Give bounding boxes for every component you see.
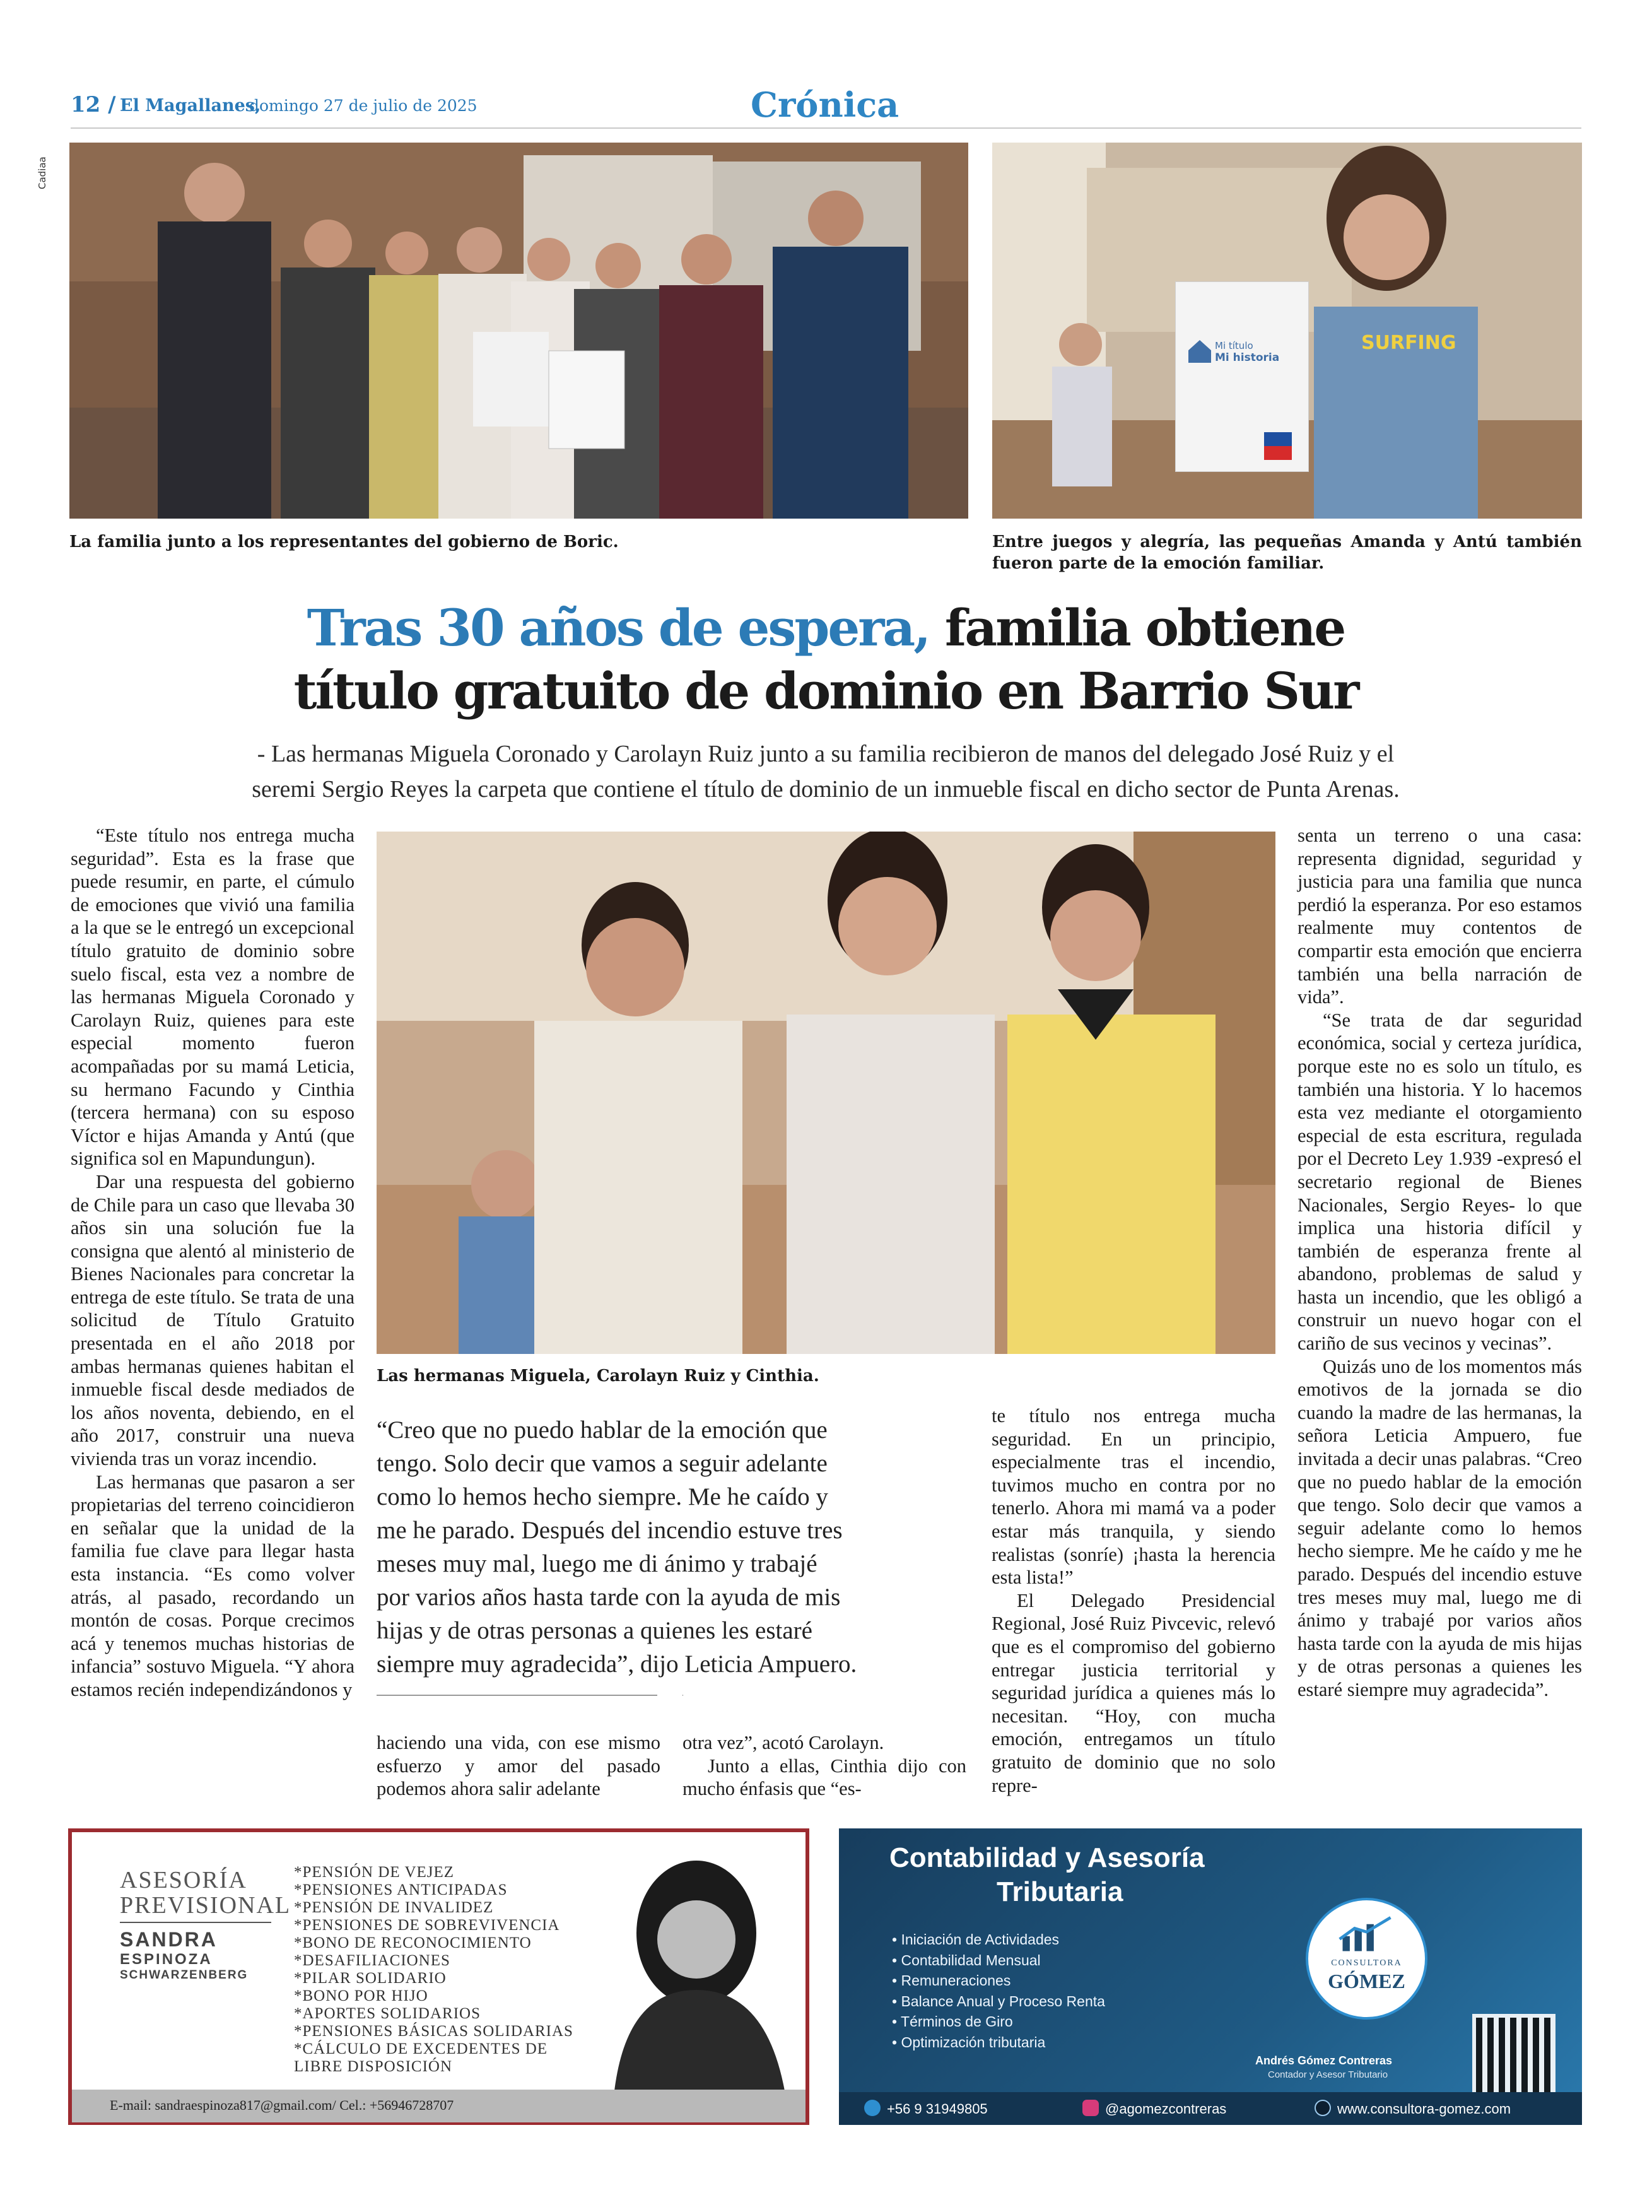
ad-right-services: [892, 1929, 1245, 2052]
ad-left-name-3: SCHWARZENBERG: [120, 1968, 249, 1982]
ad-right-website[interactable]: www.consultora-gomez.com: [1337, 2101, 1511, 2117]
ad-left-service: * BONO POR HIJO: [294, 1987, 609, 2005]
ad-left-divider: [120, 1922, 271, 1923]
ad-left-service: * APORTES SOLIDARIOS: [294, 2005, 609, 2023]
pull-quote-line: me he parado. Después del incendio estuve tres: [377, 1517, 843, 1544]
right-caption-line-1: Entre juegos y alegría, las pequeñas Amanda y Antú también: [992, 532, 1582, 551]
logo-name-text: GÓMEZ: [1328, 1970, 1405, 1992]
ad-left-service: * PENSIÓN DE INVALIDEZ: [294, 1899, 609, 1917]
ad-right-service: • Contabilidad Mensual: [892, 1950, 1245, 1971]
pull-quote-line: hijas y de otras personas a quienes les estaré: [377, 1617, 812, 1644]
children-photo: [992, 143, 1582, 519]
headline: [69, 596, 1582, 722]
section-title: Crónica: [751, 85, 899, 125]
pull-quote-line: “Creo que no puedo hablar de la emoción que: [377, 1416, 828, 1444]
ad-left-services: [294, 1864, 609, 2076]
phone-icon: [864, 2100, 881, 2116]
ad-left-title-2: PREVISIONAL: [120, 1892, 291, 1919]
col1-paragraph-1: “Este título nos entrega mucha seguridad”. Esta es la frase que puede resumir, en parte, el cúmulo de emociones que vivió una familia a la que se le entregó un excepcional título gratuito de dominio sobre suelo fiscal, esta vez a nombre de las hermanas Miguela Coronado y Carolayn Ruiz, quienes para este especial momento fueron acompañadas por su mamá Leticia, su hermano Facundo y Cinthia (tercera hermana) con su esposo Víctor e hijas Amanda y Antú (que significa sol en Mapundungun).: [71, 825, 354, 1170]
subheadline-line-2: seremi Sergio Reyes la carpeta que contiene el título de dominio de un inmueble fiscal en dicho sector de Punta Arenas.: [252, 776, 1400, 803]
consultora-logo: [1306, 1898, 1427, 2020]
center-photo-caption: Las hermanas Miguela, Carolayn Ruiz y Cinthia.: [377, 1367, 819, 1385]
pull-quote-line: como lo hemos hecho siempre. Me he caído y: [377, 1483, 828, 1510]
logo-top-text: CONSULTORA: [1331, 1958, 1402, 1968]
ad-asesoria-previsional[interactable]: [68, 1828, 809, 2125]
family-group-photo: [69, 143, 968, 519]
ad-left-service: * PENSIÓN DE VEJEZ: [294, 1864, 609, 1881]
right-photo-caption: [992, 531, 1582, 574]
subheadline: [69, 736, 1582, 807]
col2-paragraph: haciendo una vida, con ese mismo esfuerzo y amor del pasado podemos ahora salir adelante: [377, 1732, 660, 1800]
qr-code[interactable]: [1476, 2018, 1552, 2093]
col5-paragraph-3: Quizás uno de los momentos más emotivos de la jornada se dio cuando la madre de las hermanas, la señora Leticia Ampuero, fue invitada a decir unas palabras. “Creo que no puedo hablar de la emoción que tengo. Solo decir que vamos a seguir adelante como lo hemos hecho siempre. Me he caído y me he parado. Después del incendio estuve tres meses muy mal, luego me di ánimo y trabajé por varios años hasta tarde con la ayuda de mis hijas y de otras personas a quienes les estaré siempre muy agradecida”.: [1298, 1355, 1582, 1700]
title-folder: [1175, 281, 1309, 472]
col3-paragraph-2: Junto a ellas, Cinthia dijo con mucho énfasis que “es-: [682, 1755, 966, 1800]
ad-right-instagram[interactable]: @agomezcontreras: [1105, 2101, 1227, 2117]
subheadline-line-1: - Las hermanas Miguela Coronado y Carolayn Ruiz junto a su familia recibieron de manos del delegado José Ruiz y el: [257, 741, 1395, 767]
ad-left-name-1: SANDRA: [120, 1928, 218, 1951]
ad-left-title-1: ASESORÍA: [120, 1867, 247, 1893]
article-column-1: [71, 824, 354, 1702]
side-label: Cadiaa: [37, 156, 48, 189]
ad-right-service: • Términos de Giro: [892, 2011, 1245, 2032]
ad-left-service: * CÁLCULO DE EXCEDENTES DE LIBRE DISPOSICIÓN: [294, 2040, 584, 2076]
col5-paragraph-1: senta un terreno o una casa: representa dignidad, seguridad y justicia para una familia que nunca perdió la esperanza. Por eso estamos realmente muy contentos de compartir esta emoción que encierra también una bella narración de vida”.: [1298, 825, 1582, 1008]
col4-paragraph-1: te título nos entrega mucha seguridad. En un principio, especialmente tras el incendio, tuvimos mucho en contra por no tenerlo. Ahora mi mamá va a poder estar más tranquila, y siendo realistas (sonríe) ¡hasta la herencia esta lista!”: [992, 1405, 1275, 1589]
pull-quote-line: por varios años hasta tarde con la ayuda de mis: [377, 1584, 841, 1611]
pull-quote-line: siempre muy agradecida”, dijo Leticia Ampuero.: [377, 1650, 857, 1678]
issue-date: domingo 27 de julio de 2025: [249, 97, 477, 115]
ad-right-service: • Optimización tributaria: [892, 2032, 1245, 2053]
page-header: [71, 85, 1581, 126]
headline-accent: Tras 30 años de espera,: [307, 598, 930, 657]
sisters-photo: [377, 832, 1275, 1354]
header-rule: [71, 127, 1581, 129]
article-column-3: [682, 1731, 966, 1801]
article-column-5: [1298, 824, 1582, 1702]
headline-line-1: [69, 596, 1582, 659]
ad-left-contact[interactable]: E-mail: sandraespinoza817@gmail.com/ Cel.: +56946728707: [110, 2097, 454, 2113]
ad-left-service: * PENSIONES BÁSICAS SOLIDARIAS: [294, 2023, 609, 2040]
ad-right-role: Contador y Asesor Tributario: [1268, 2069, 1388, 2080]
ad-left-service: * DESAFILIACIONES: [294, 1952, 609, 1970]
pull-quote-line: meses muy mal, luego me di ánimo y trabajé: [377, 1550, 817, 1577]
ad-left-service: * PILAR SOLIDARIO: [294, 1970, 609, 1987]
chile-flag-icon: [1264, 432, 1292, 460]
ad-right-service: • Balance Anual y Proceso Renta: [892, 1991, 1245, 2012]
ad-left-contact-bar: [72, 2090, 805, 2122]
col5-paragraph-2: “Se trata de dar seguridad económica, social y certeza jurídica, porque este no es solo un título, es también una historia. Y lo hacemos esta vez mediante el otorgamiento especial de esta escritura, regulada por el Decreto Ley 1.939 -expresó el secretario regional de Bienes Nacionales, Sergio Reyes- lo que implica una historia difícil y también de esperanza frente al abandono, problemas de salud y hasta un incendio, que les obligó a construir un nuevo hogar con el cariño de sus vecinos y vecinas”.: [1298, 1009, 1582, 1355]
left-photo-caption: La familia junto a los representantes del gobierno de Boric.: [69, 532, 619, 551]
globe-icon: [1315, 2100, 1331, 2116]
col4-paragraph-2: El Delegado Presidencial Regional, José Ruiz Pivcevic, relevó que es el compromiso del gobierno entregar justicia territorial y seguridad jurídica a quienes más lo necesitan. “Hoy, con mucha emoción, entregamos un título gratuito de dominio que no solo repre-: [992, 1589, 1275, 1796]
shirt-text: SURFING: [1361, 332, 1456, 354]
page-number: 12 /: [71, 92, 116, 117]
ad-left-name-2: ESPINOZA: [120, 1951, 213, 1968]
right-caption-line-2: fueron parte de la emoción familiar.: [992, 554, 1325, 573]
col3-paragraph-1: otra vez”, acotó Carolayn.: [682, 1732, 884, 1753]
folder-text-2: Mi historia: [1215, 351, 1280, 364]
ad-right-title-1: Contabilidad y Asesoría: [889, 1842, 1205, 1873]
pull-quote-line: tengo. Solo decir que vamos a seguir adelante: [377, 1450, 828, 1477]
folder-house-icon: [1188, 340, 1211, 363]
ad-left-portrait: [602, 1851, 797, 2091]
ad-right-service: • Remuneraciones: [892, 1970, 1245, 1991]
ad-right-phone[interactable]: +56 9 31949805: [887, 2101, 988, 2117]
paper-name: El Magallanes,: [120, 96, 261, 115]
ad-right-service: • Iniciación de Actividades: [892, 1929, 1245, 1950]
folder-text-1: Mi título: [1215, 340, 1253, 351]
pull-quote-rule: [682, 1695, 683, 1696]
headline-line-1-rest: familia obtiene: [944, 598, 1345, 657]
ad-left-service: * PENSIONES ANTICIPADAS: [294, 1881, 609, 1899]
instagram-icon: [1082, 2100, 1099, 2116]
ad-left-service: * PENSIONES DE SOBREVIVENCIA: [294, 1917, 609, 1934]
ad-right-person: Andrés Gómez Contreras: [1255, 2054, 1393, 2067]
growth-chart-icon: [1337, 1914, 1397, 1952]
article-column-2: [377, 1731, 660, 1801]
ad-consultora-gomez[interactable]: [839, 1828, 1582, 2125]
pull-quote-rule: [377, 1695, 657, 1696]
article-column-4: [992, 1404, 1275, 1797]
pull-quote: [377, 1413, 944, 1681]
ad-left-service: * BONO DE RECONOCIMIENTO: [294, 1934, 609, 1952]
ad-right-title-2: Tributaria: [997, 1876, 1123, 1907]
col1-paragraph-3: Las hermanas que pasaron a ser propietarias del terreno coincidieron en señalar que la unidad de la familia fue clave para llegar hasta esta instancia. “Es como volver atrás, al pasado, recordando un montón de cosas. Porque crecimos acá y tenemos muchas historias de infancia” sostuvo Miguela. “Y ahora estamos recién independizándonos y: [71, 1471, 354, 1700]
col1-paragraph-2: Dar una respuesta del gobierno de Chile para un caso que llevaba 30 años sin una solución fue la consigna que alentó al ministerio de Bienes Nacionales para concretar la entrega de este título. Se trata de una solicitud de Título Gratuito presentada en el año 2018 por ambas hermanas quienes habitan el inmueble fiscal desde mediados de los años noventa, debiendo, en el año 2017, construir una nueva vivienda tras un voraz incendio.: [71, 1170, 354, 1470]
headline-line-2: título gratuito de dominio en Barrio Sur: [293, 661, 1358, 721]
ad-right-contact-bar: [839, 2092, 1582, 2125]
